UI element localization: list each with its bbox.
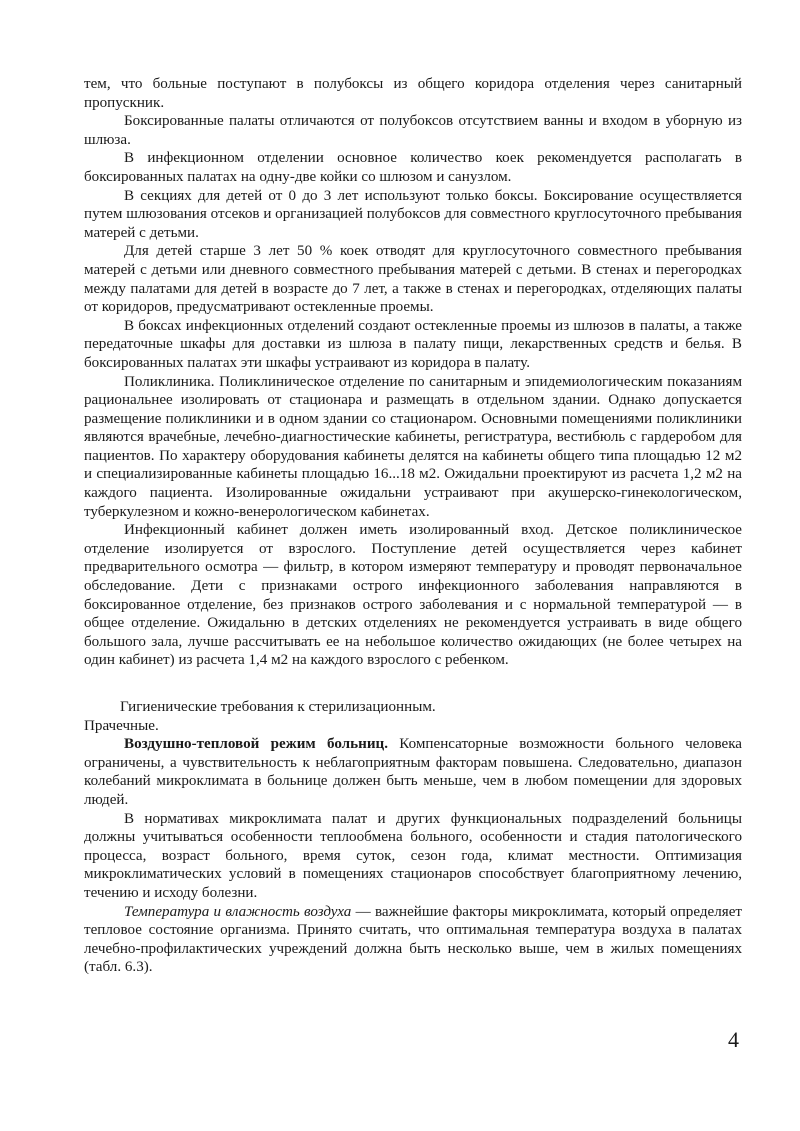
paragraph: Боксированные палаты отличаются от полубоксов отсутствием ванны и входом в уборную из шлюза.: [84, 113, 742, 148]
paragraph: [84, 903, 742, 977]
page-number: 4: [728, 1027, 739, 1052]
paragraph: тем, что больные поступают в полубоксы из общего коридора отделения через санитарный пропускник.: [84, 76, 742, 111]
paragraph: В нормативах микроклимата палат и других функциональных подразделений больницы должны учитываться особенности теплообмена больного, особенности и стадия патологического процесса, возраст больного, время суток, сезон года, климат местности. Оптимизация микроклиматических условий в помещениях стационаров способствует благоприятному лечению, течению и исходу болезни.: [84, 810, 742, 901]
paragraph: В боксах инфекционных отделений создают остекленные проемы из шлюзов в палаты, а также передаточные шкафы для доставки из шлюза в палату пищи, лекарственных средств и белья. В боксированных палатах эти шкафы устраивают из коридора в палату.: [84, 317, 742, 371]
heading-line: Прачечные.: [84, 717, 159, 734]
paragraph: В секциях для детей от 0 до 3 лет используют только боксы. Боксирование осуществляется путем шлюзования отсеков и организацией полубоксов для совместного круглосуточного пребывания матерей с детьми.: [84, 187, 742, 241]
bold-lead: Воздушно-тепловой режим больниц.: [124, 736, 388, 753]
document-page: [84, 75, 742, 977]
paragraph-text: — важнейшие факторы микроклимата, который определяет тепловое состояние организма. Принято считать, что оптимальная температура воздуха в палатах лечебно-профилактических учреждений должна быть несколько выше, чем в жилых помещениях (табл. 6.3).: [84, 903, 742, 976]
italic-lead: Температура и влажность воздуха: [124, 903, 352, 920]
section-heading: [84, 698, 742, 735]
heading-line: Гигиенические требования к стерилизационным.: [120, 699, 436, 715]
paragraph: В инфекционном отделении основное количество коек рекомендуется располагать в боксированных палатах на одну-две койки со шлюзом и санузлом.: [84, 150, 742, 185]
paragraph: Поликлиника. Поликлиническое отделение по санитарным и эпидемиологическим показаниям рациональнее изолировать от стационара и размещать в отдельном здании. Однако допускается размещение поликлиники и в одном здании со стационаром. Основными помещениями поликлиники являются врачебные, лечебно-диагностические кабинеты, регистратура, вестибюль с гардеробом для пациентов. По характеру оборудования кабинеты делятся на кабинеты общего типа площадью 12 м2 и специализированные кабинеты площадью 16...18 м2. Ожидальни проектируют из расчета 1,2 м2 на каждого пациента. Изолированные ожидальни устраивают при акушерско-гинекологическом, туберкулезном и кожно-венерологическом кабинетах.: [84, 373, 742, 520]
paragraph: Инфекционный кабинет должен иметь изолированный вход. Детское поликлиническое отделение изолируется от взрослого. Поступление детей осуществляется через кабинет предварительного осмотра — фильтр, в котором измеряют температуру и проводят первоначальное обследование. Дети с признаками острого инфекционного заболевания направляются в боксированное отделение, без признаков острого заболевания и с нормальной температурой — в общее отделение. Ожидальню в детских отделениях не рекомендуется устраивать в виде общего большого зала, лучше рассчитывать ее на небольшое количество ожидающих (не более четырех на один кабинет) из расчета 1,4 м2 на каждого взрослого с ребенком.: [84, 522, 742, 669]
paragraph: [84, 735, 742, 809]
paragraph: Для детей старше 3 лет 50 % коек отводят для круглосуточного совместного пребывания матерей с детьми или дневного совместного пребывания матерей с детьми. В стенах и перегородках между палатами для детей в возрасте до 7 лет, а также в стенах и перегородках, отделяющих палаты от коридоров, предусматривают остекленные проемы.: [84, 243, 742, 316]
paragraph-text: Компенсаторные возможности больного человека ограничены, а чувствительность к неблагоприятным факторам повышена. Следовательно, диапазон колебаний микроклимата в больнице должен быть меньше, чем в любом помещении для здоровых людей.: [84, 736, 743, 808]
